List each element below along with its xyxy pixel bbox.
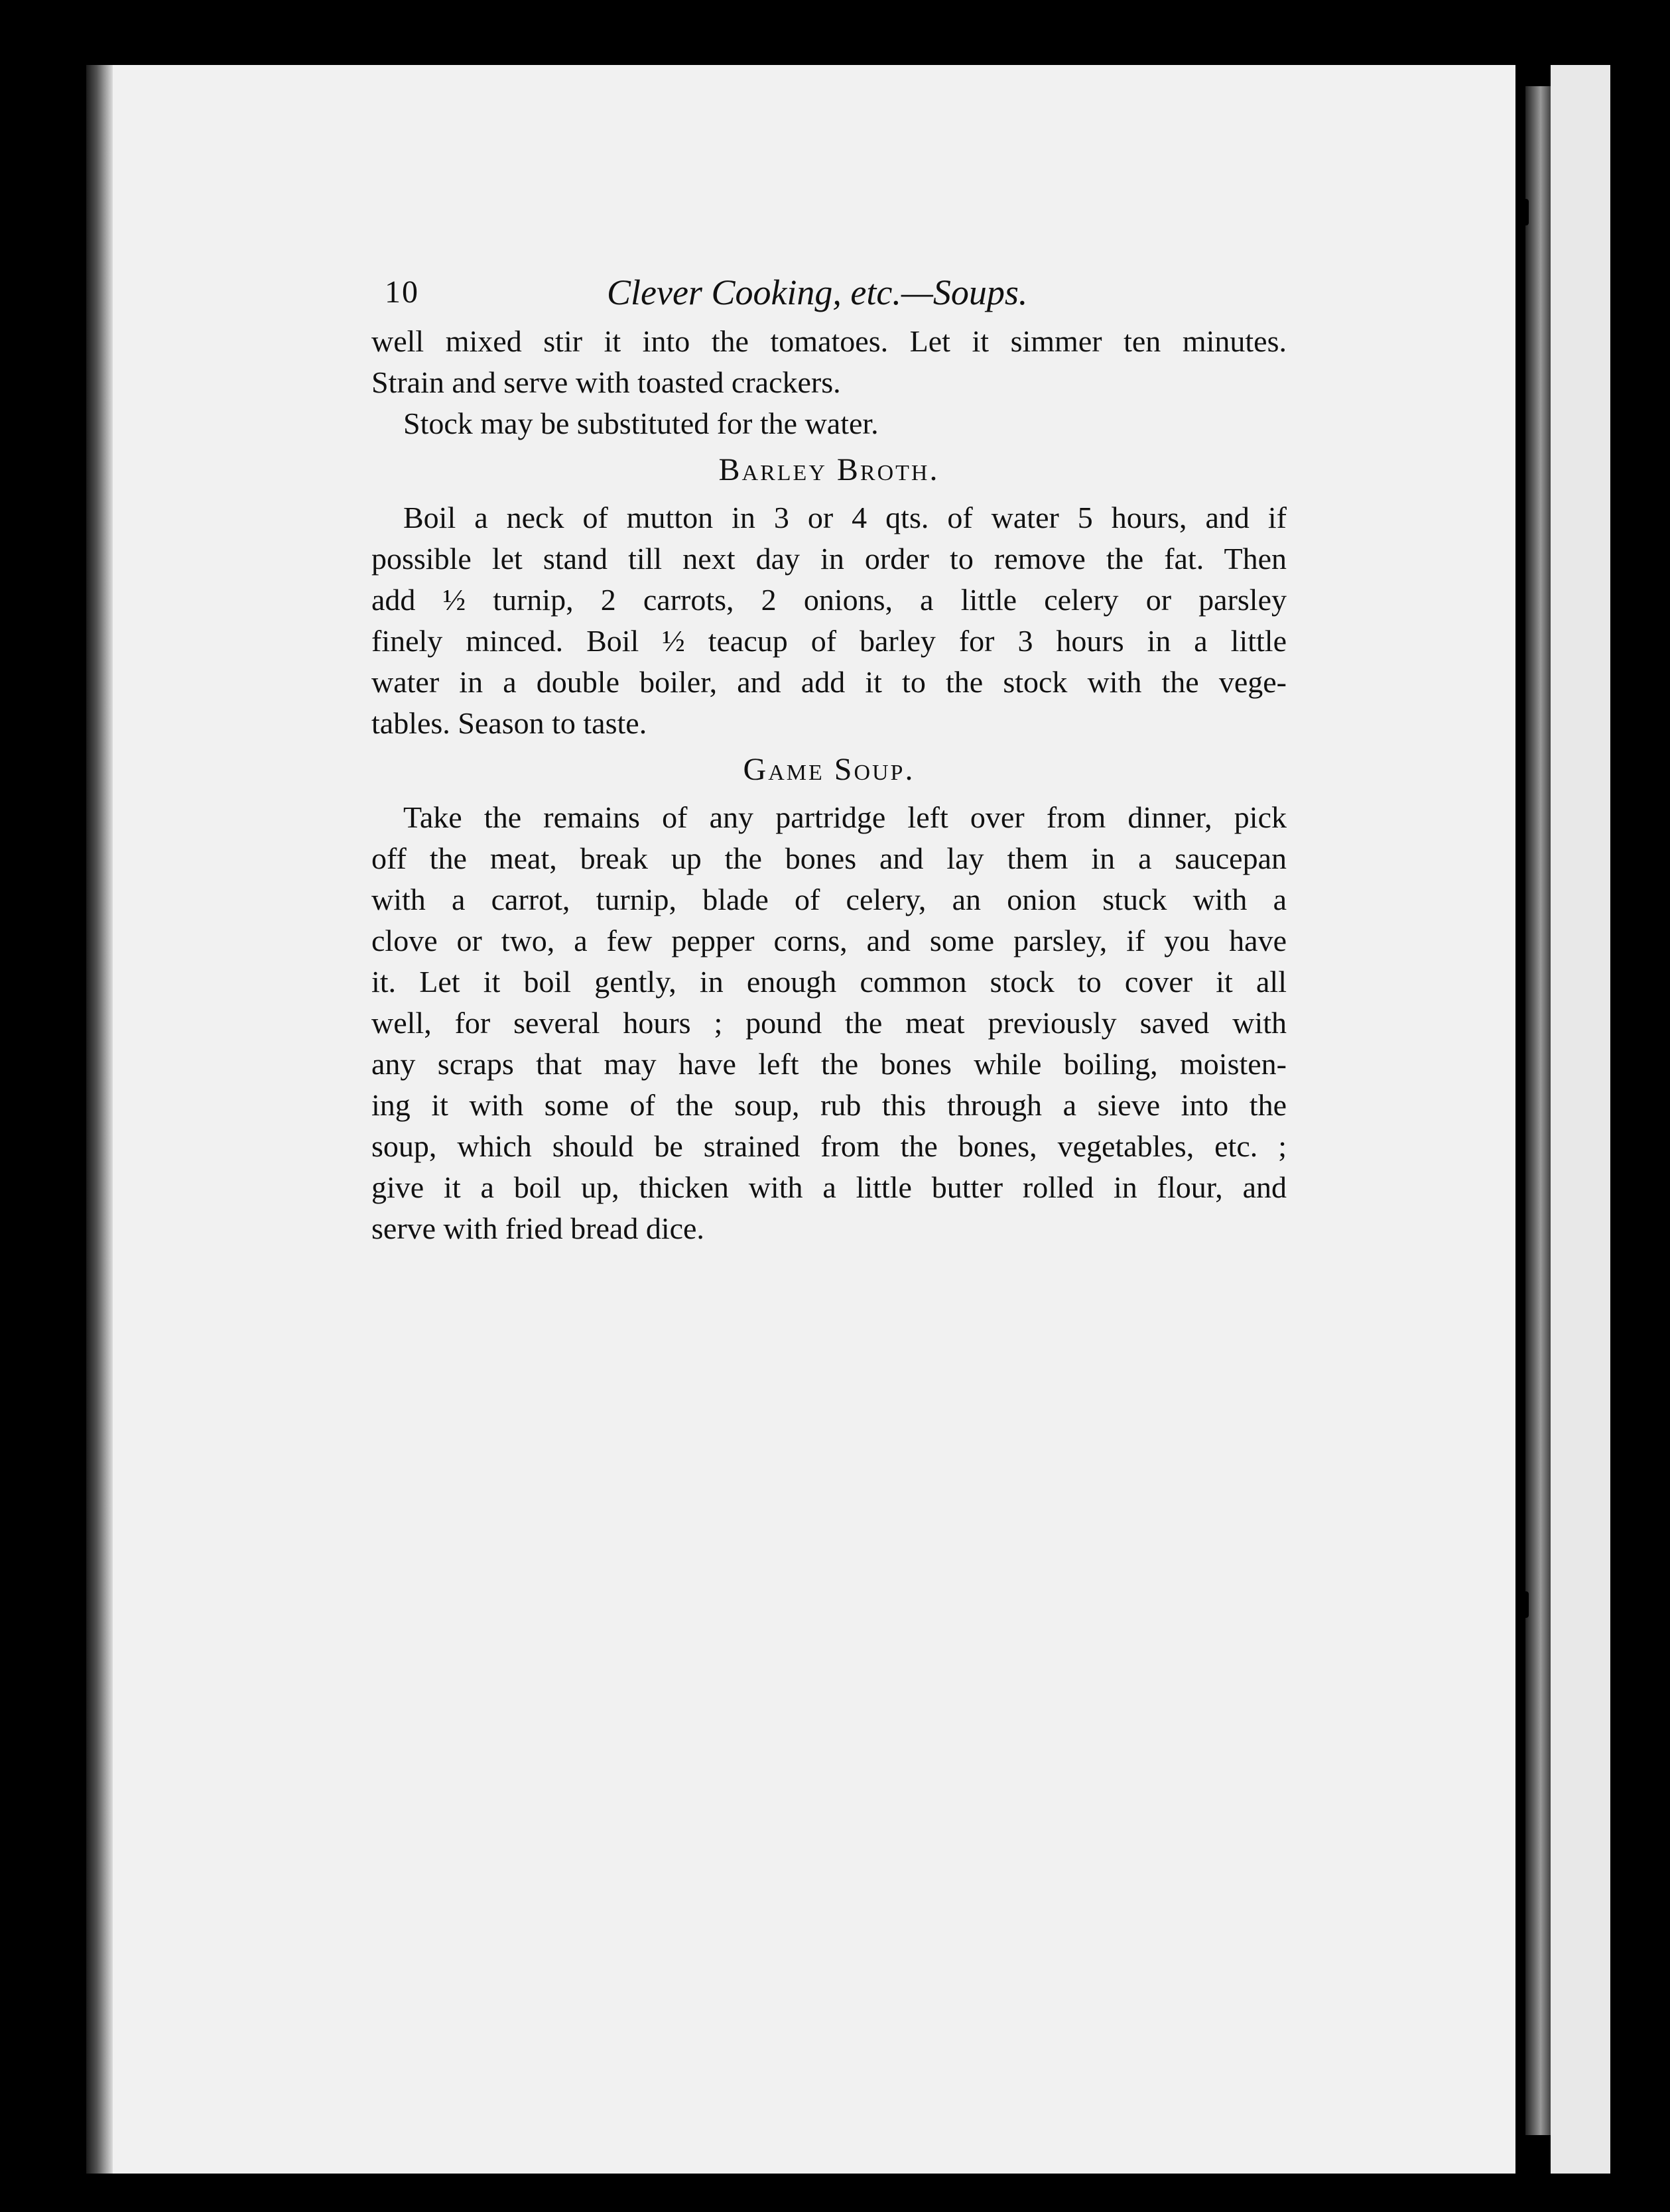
text-line: Take the remains of any partridge left over from dinner, pick bbox=[403, 800, 1287, 834]
text-line: serve with fried bread dice. bbox=[371, 1211, 704, 1245]
text-line: well mixed stir it into the tomatoes. Let it simmer ten minutes. bbox=[371, 324, 1287, 358]
text-line: add ½ turnip, 2 carrots, 2 onions, a little celery or parsley bbox=[371, 583, 1287, 617]
text-line: soup, which should be strained from the bones, vegetables, etc. ; bbox=[371, 1129, 1287, 1163]
text-line: ing it with some of the soup, rub this through a sieve into the bbox=[371, 1088, 1287, 1122]
text-line: possible let stand till next day in order to remove the fat. Then bbox=[371, 542, 1287, 576]
right-binding-edge bbox=[1525, 86, 1551, 2135]
text-line: give it a boil up, thicken with a little butter rolled in flour, and bbox=[371, 1170, 1287, 1204]
stock-note: Stock may be substituted for the water. bbox=[403, 406, 879, 440]
page-text bbox=[371, 265, 1287, 1249]
game-soup-paragraph bbox=[371, 797, 1287, 1249]
barley-broth-heading: Barley Broth. bbox=[718, 452, 940, 487]
page-number: 10 bbox=[385, 275, 419, 310]
edge-notch bbox=[1515, 1591, 1529, 1618]
running-title: Clever Cooking, etc.—Soups. bbox=[607, 273, 1028, 312]
text-line: finely minced. Boil ½ teacup of barley for 3 hours in a little bbox=[371, 624, 1287, 658]
barley-broth-paragraph bbox=[371, 497, 1287, 744]
running-head bbox=[371, 265, 1287, 318]
text-line: any scraps that may have left the bones while boiling, moisten- bbox=[371, 1047, 1287, 1081]
text-line: water in a double boiler, and add it to the stock with the vege- bbox=[371, 665, 1287, 699]
game-soup-heading: Game Soup. bbox=[743, 752, 915, 787]
text-line: with a carrot, turnip, blade of celery, an onion stuck with a bbox=[371, 883, 1287, 916]
binding-gutter bbox=[86, 65, 113, 2174]
edge-notch bbox=[1515, 199, 1529, 225]
continuation-paragraph bbox=[371, 321, 1287, 444]
text-line: off the meat, break up the bones and lay them in a saucepan bbox=[371, 841, 1287, 875]
text-line: well, for several hours ; pound the meat previously saved with bbox=[371, 1006, 1287, 1040]
text-line: clove or two, a few pepper corns, and some parsley, if you have bbox=[371, 924, 1287, 957]
text-line: it. Let it boil gently, in enough common stock to cover it all bbox=[371, 965, 1287, 999]
text-line: tables. Season to taste. bbox=[371, 706, 647, 740]
text-line: Strain and serve with toasted crackers. bbox=[371, 365, 841, 399]
right-margin-strip bbox=[1551, 65, 1610, 2174]
text-line: Boil a neck of mutton in 3 or 4 qts. of water 5 hours, and if bbox=[403, 501, 1287, 534]
